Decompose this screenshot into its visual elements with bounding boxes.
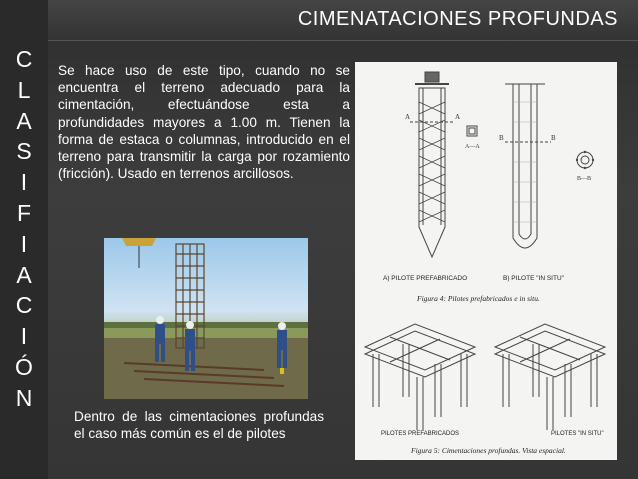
vertical-heading <box>0 44 48 414</box>
label-pilote-prefabricado: A) PILOTE PREFABRICADO <box>383 275 468 282</box>
section-label-a: A <box>405 113 411 121</box>
side-letter: C <box>15 46 33 72</box>
page-title: CIMENATACIONES PROFUNDAS <box>297 8 618 30</box>
side-letter: F <box>16 199 32 226</box>
side-letter: N <box>15 384 33 411</box>
side-letter: I <box>20 323 28 350</box>
section-label-a2: A <box>455 113 461 121</box>
pile-diagram-figure <box>355 62 617 460</box>
side-letter: S <box>16 138 32 165</box>
pile-diagram <box>355 62 617 460</box>
side-letter: A <box>16 107 32 134</box>
side-letter: A <box>16 261 32 288</box>
label-pilote-in-situ: B) PILOTE "IN SITU" <box>503 275 564 282</box>
pilotes-note: Dentro de las cimentaciones profundas el caso más común es el de pilotes <box>74 409 324 442</box>
section-label-bb: B—B <box>577 176 592 182</box>
construction-photo <box>104 238 308 399</box>
section-label-aa: A—A <box>465 144 480 150</box>
side-letter: Ó <box>15 353 33 380</box>
side-letter: L <box>17 76 31 103</box>
label-pilotes-prefabricados: PILOTES PREFABRICADOS <box>381 431 460 437</box>
label-pilotes-in-situ: PILOTES "IN SITU" <box>551 431 604 437</box>
section-label-b2: B <box>551 134 556 142</box>
side-letter: I <box>20 169 28 196</box>
section-label-b: B <box>499 134 504 142</box>
caption-figure-4: Figura 4: Pilotes prefabricados e in situ. <box>417 294 540 303</box>
caption-figure-5: Figura 5: Cimentaciones profundas. Vista espacial. <box>411 446 566 455</box>
side-letter: C <box>15 292 33 319</box>
side-letter: I <box>20 230 28 257</box>
photo-illustration <box>104 238 308 399</box>
intro-paragraph: Se hace uso de este tipo, cuando no se encuentra el terreno adecuado para la cimentación, efectuándose esta a profundidades mayores a 1.00 m. Tienen la forma de estaca o columnas, introducido en el terreno para transmitir la carga por rozamiento (fricción). Usado en terrenos arcillosos. <box>58 63 350 182</box>
header-bar <box>48 0 638 41</box>
